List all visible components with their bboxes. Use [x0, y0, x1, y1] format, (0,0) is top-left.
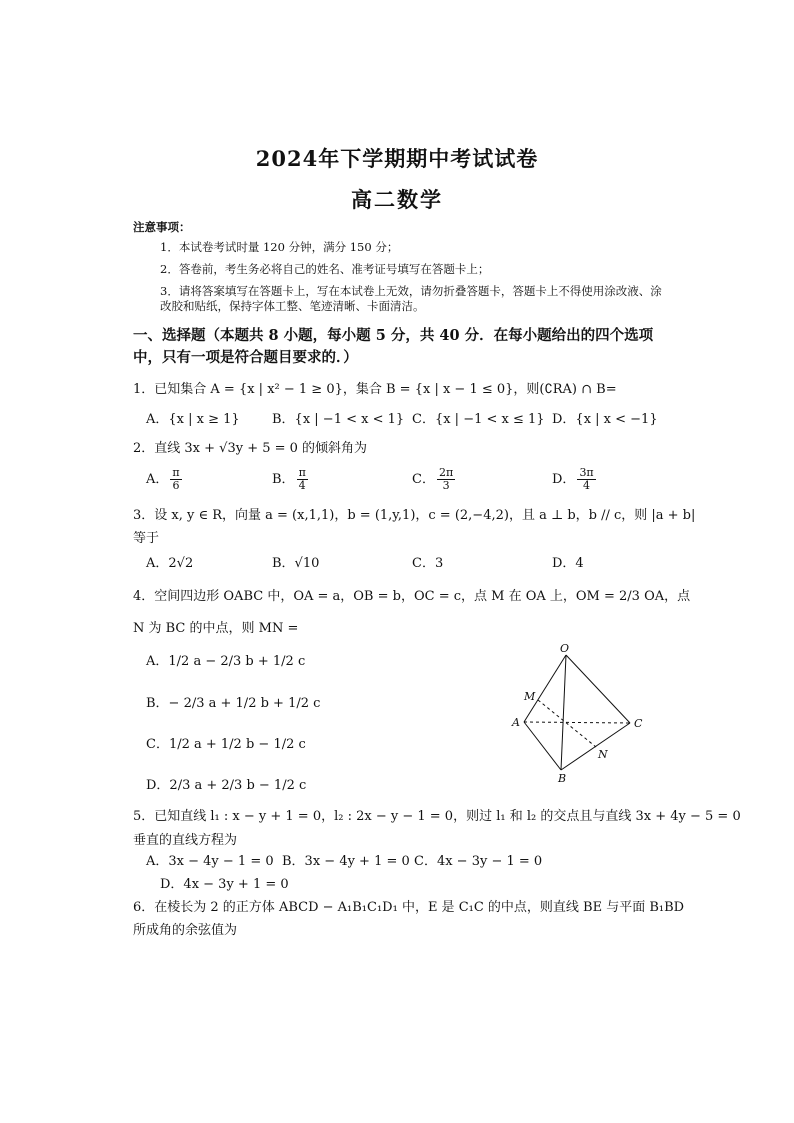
- q2-c-num: 2π: [438, 466, 454, 479]
- q2-d-num: 3π: [579, 466, 594, 479]
- notice-item-3: 3．请将答案填写在答题卡上，写在本试卷上无效，请勿折叠答题卡，答题卡上不得使用涂改液、涂改胶和贴纸，保持字体工整、笔迹清晰、卡面清洁。: [160, 284, 662, 313]
- notice-item-1: 1．本试卷考试时量 120 分钟，满分 150 分；: [160, 240, 399, 254]
- q2-option-d-fraction: [577, 467, 595, 492]
- edge-OB: [561, 655, 566, 770]
- q4-option-d: D．2/3 a + 2/3 b − 1/2 c: [146, 778, 307, 793]
- q2-option-c-label: C．: [412, 472, 435, 487]
- q3-option-a: A．2√2: [146, 556, 194, 571]
- label-B: B: [558, 772, 567, 785]
- exam-subject: 高二数学: [351, 187, 443, 212]
- question-3-stem-cont: 等于: [133, 531, 160, 546]
- label-O: O: [560, 642, 570, 655]
- q2-option-d: [552, 467, 598, 492]
- q5-option-a: A．3x − 4y − 1 = 0: [146, 854, 274, 869]
- q2-option-b: [272, 467, 310, 492]
- q3-option-c: C．3: [412, 556, 444, 571]
- q2-option-b-fraction: [297, 467, 308, 492]
- q5-option-b: B．3x − 4y + 1 = 0: [282, 854, 410, 869]
- section-heading: 一、选择题（本题共 8 小题，每小题 5 分，共 40 分．在每小题给出的四个选项中，只有一项是符合题目要求的．）: [133, 327, 654, 366]
- question-4-stem-cont: N 为 BC 的中点，则 MN =: [133, 621, 299, 636]
- q4-option-b: B．− 2/3 a + 1/2 b + 1/2 c: [146, 696, 321, 711]
- edge-OC: [566, 655, 630, 723]
- q1-option-a: A．{x | x ≥ 1}: [146, 412, 240, 427]
- q1-option-b: B．{x | −1 < x < 1}: [272, 412, 405, 427]
- q2-option-a-fraction: [170, 467, 181, 492]
- question-5-stem-cont: 垂直的直线方程为: [133, 833, 238, 848]
- q5-option-d: D．4x − 3y + 1 = 0: [160, 877, 289, 892]
- q2-a-num: π: [172, 466, 180, 479]
- label-M: M: [524, 690, 536, 703]
- question-2-stem: 2．直线 3x + √3y + 5 = 0 的倾斜角为: [133, 441, 368, 456]
- q2-option-c-fraction: [437, 467, 455, 492]
- question-3-stem: 3．设 x, y ∈ R，向量 a = (x,1,1)，b = (1,y,1)，c = (2,−4,2)，且 a ⊥ b，b // c，则 |a + b|: [133, 508, 696, 523]
- q2-option-d-label: D．: [552, 472, 576, 487]
- q2-option-a-label: A．: [146, 472, 169, 487]
- notice-heading: 注意事项：: [133, 220, 191, 234]
- q3-option-b: B．√10: [272, 556, 320, 571]
- q2-option-b-label: B．: [272, 472, 295, 487]
- q4-option-c: C．1/2 a + 1/2 b − 1/2 c: [146, 737, 306, 752]
- question-6-stem: 6．在棱长为 2 的正方体 ABCD − A₁B₁C₁D₁ 中，E 是 C₁C 的中点，则直线 BE 与平面 B₁BD: [133, 900, 685, 915]
- q2-d-den: 4: [583, 479, 591, 492]
- q5-option-c: C．4x − 3y − 1 = 0: [414, 854, 543, 869]
- q3-option-d: D．4: [552, 556, 584, 571]
- edge-AB: [524, 722, 561, 770]
- question-6-stem-cont: 所成角的余弦值为: [133, 923, 238, 938]
- q2-option-a: [146, 467, 184, 492]
- q2-a-den: 6: [172, 479, 180, 492]
- question-1-stem: 1．已知集合 A = {x | x² − 1 ≥ 0}，集合 B = {x | x − 1 ≤ 0}，则(∁RA) ∩ B=: [133, 382, 617, 397]
- question-5-stem: 5．已知直线 l₁ : x − y + 1 = 0，l₂ : 2x − y − 1 = 0，则过 l₁ 和 l₂ 的交点且与直线 3x + 4y − 5 = 0: [133, 809, 741, 824]
- exam-title: 2024年下学期期中考试试卷: [255, 146, 539, 171]
- q2-c-den: 3: [442, 479, 450, 492]
- q1-option-d: D．{x | x < −1}: [552, 412, 658, 427]
- question-4-stem: 4．空间四边形 OABC 中，OA = a，OB = b，OC = c，点 M 在 OA 上，OM = 2/3 OA，点: [133, 589, 691, 604]
- q2-option-c: [412, 467, 457, 492]
- tetrahedron-figure: [500, 640, 660, 790]
- edge-OA: [524, 655, 566, 722]
- label-A: A: [512, 716, 520, 729]
- q1-option-c: C．{x | −1 < x ≤ 1}: [412, 412, 545, 427]
- label-N: N: [598, 748, 608, 761]
- notice-item-2: 2．答卷前，考生务必将自己的姓名、准考证号填写在答题卡上；: [160, 262, 490, 276]
- q4-option-a: A．1/2 a − 2/3 b + 1/2 c: [146, 654, 306, 669]
- q2-b-den: 4: [298, 479, 306, 492]
- q2-b-num: π: [298, 466, 306, 479]
- edge-AC-hidden: [524, 722, 630, 723]
- label-C: C: [634, 717, 643, 730]
- segment-MN: [538, 700, 596, 747]
